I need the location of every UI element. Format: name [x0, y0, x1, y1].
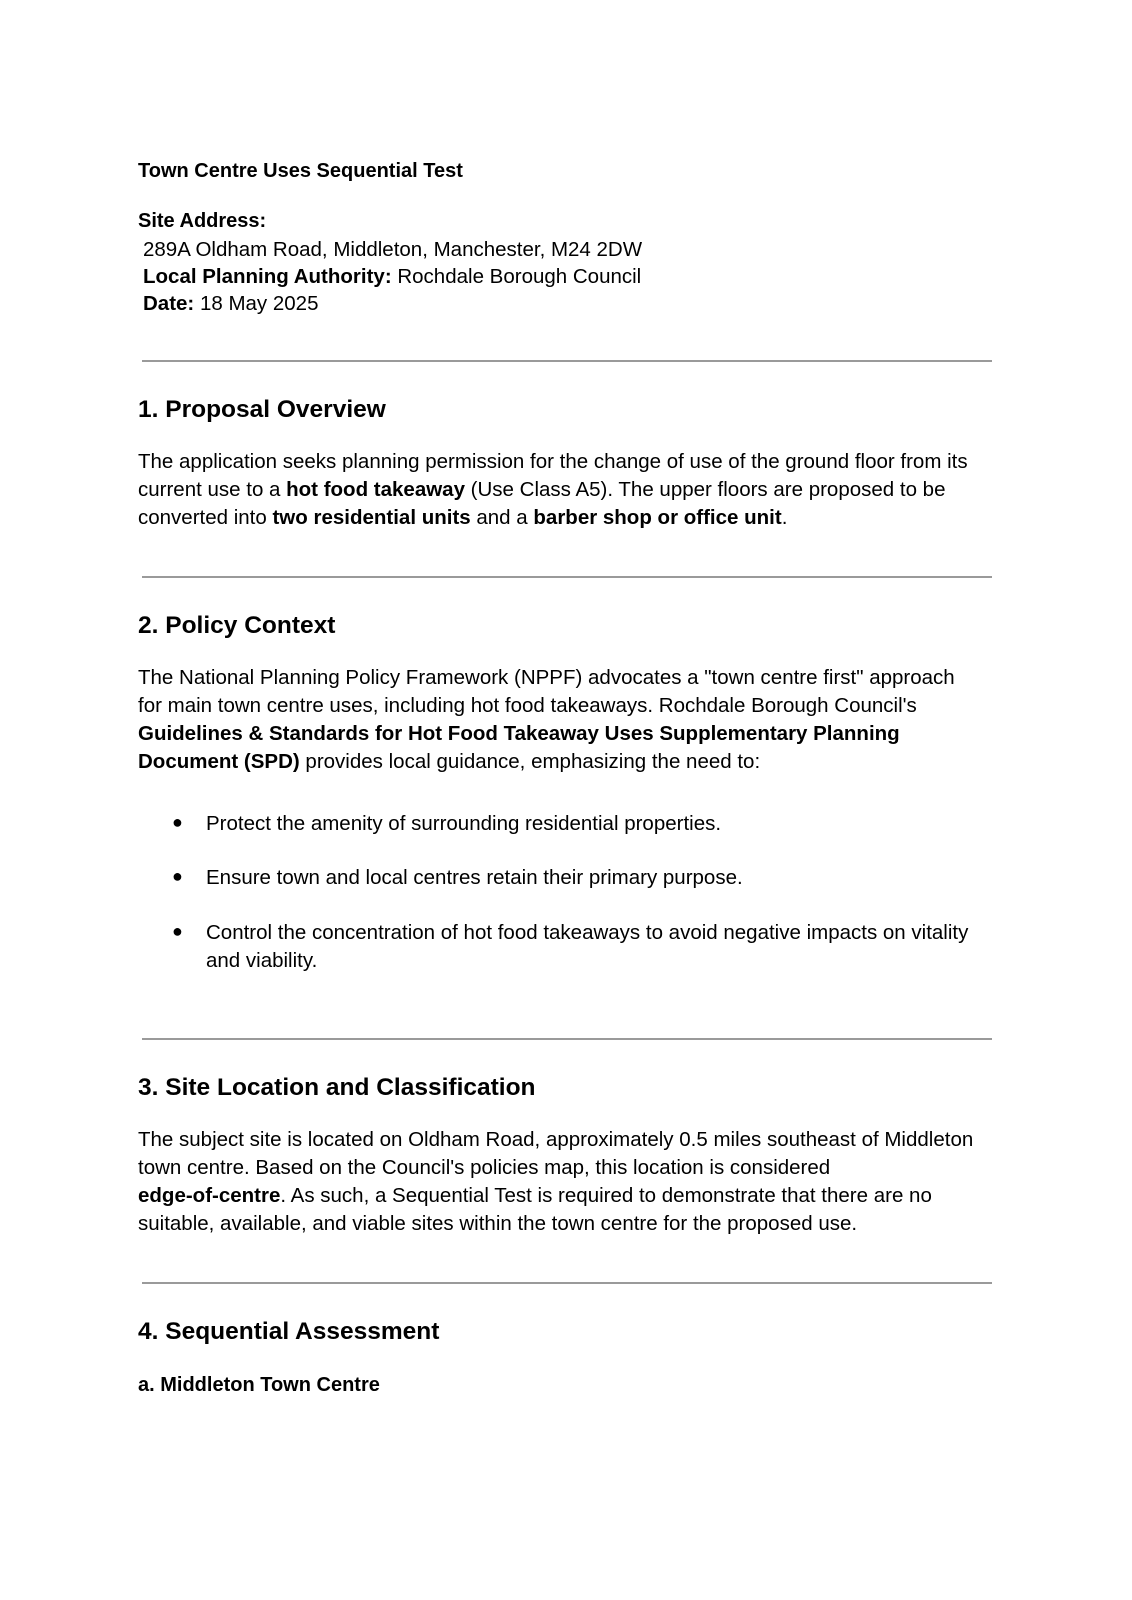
section-3-line: town centre. Based on the Council's policies map, this location is considered — [138, 1156, 831, 1179]
section-1-heading: 1. Proposal Overview — [138, 396, 386, 423]
section-2-paragraph — [138, 664, 1008, 776]
document-title: Town Centre Uses Sequential Test — [138, 160, 463, 182]
bullet-item: Protect the amenity of surrounding residential properties. — [206, 812, 722, 835]
bullet-marker: ● — [172, 921, 183, 941]
section-2-heading: 2. Policy Context — [138, 612, 336, 639]
bullet-item-continued: and viability. — [206, 949, 318, 972]
divider-4 — [142, 1282, 992, 1284]
section-1-line: The application seeks planning permission for the change of use of the ground floor from its — [138, 450, 968, 473]
section-4a-subheading: a. Middleton Town Centre — [138, 1374, 380, 1396]
date-value: 18 May 2025 — [194, 292, 319, 315]
section-2-line: Document (SPD) provides local guidance, emphasizing the need to: — [138, 750, 761, 773]
section-4-heading: 4. Sequential Assessment — [138, 1318, 440, 1345]
divider-2 — [142, 576, 992, 578]
bullet-marker: ● — [172, 812, 183, 832]
site-address-label: Site Address: — [138, 210, 267, 232]
section-3-line: edge-of-centre. As such, a Sequential Test is required to demonstrate that there are no — [138, 1184, 932, 1207]
date-label: Date: — [143, 292, 195, 315]
bullet-item: Ensure town and local centres retain their primary purpose. — [206, 866, 743, 889]
lpa-value: Rochdale Borough Council — [391, 265, 642, 288]
section-3-heading: 3. Site Location and Classification — [138, 1074, 536, 1101]
section-3-line: The subject site is located on Oldham Road, approximately 0.5 miles southeast of Middleton — [138, 1128, 974, 1151]
lpa-line — [143, 263, 641, 291]
section-3-paragraph — [138, 1126, 1008, 1238]
site-address-value: 289A Oldham Road, Middleton, Manchester, M24 2DW — [143, 238, 643, 261]
section-1-line: current use to a hot food takeaway (Use Class A5). The upper floors are proposed to be — [138, 478, 946, 501]
divider-3 — [142, 1038, 992, 1040]
section-1-paragraph — [138, 448, 1008, 532]
section-2-line: for main town centre uses, including hot food takeaways. Rochdale Borough Council's — [138, 694, 917, 717]
bullet-marker: ● — [172, 866, 183, 886]
date-line — [143, 290, 319, 318]
lpa-label: Local Planning Authority: — [143, 265, 392, 288]
section-1-line: converted into two residential units and a barber shop or office unit. — [138, 506, 788, 529]
divider-1 — [142, 360, 992, 362]
section-3-line: suitable, available, and viable sites within the town centre for the proposed use. — [138, 1212, 858, 1235]
bullet-item: Control the concentration of hot food takeaways to avoid negative impacts on vitality — [206, 921, 969, 944]
section-2-line: The National Planning Policy Framework (NPPF) advocates a "town centre first" approach — [138, 666, 955, 689]
section-2-line: Guidelines & Standards for Hot Food Takeaway Uses Supplementary Planning — [138, 722, 900, 745]
